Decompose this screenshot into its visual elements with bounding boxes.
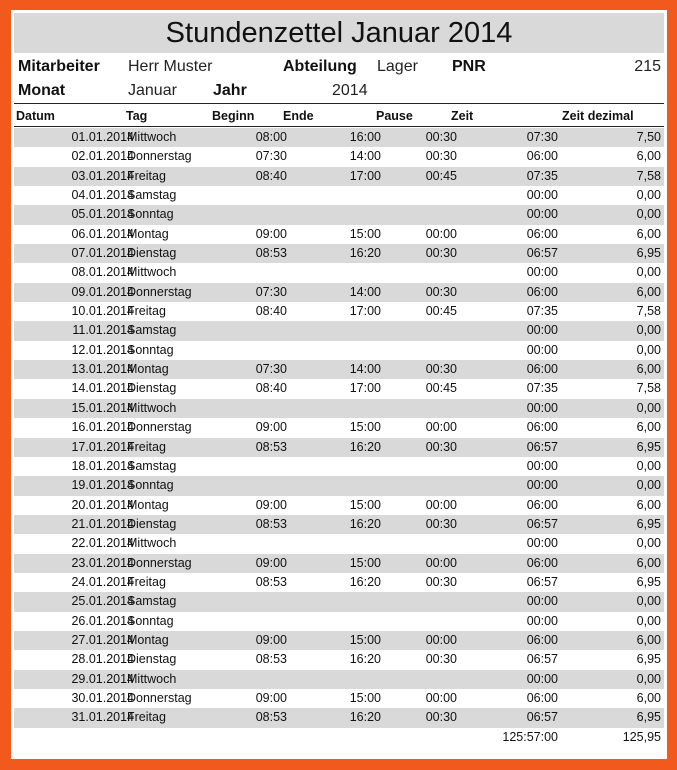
table-row [14, 399, 664, 418]
cell-tag: Samstag [127, 188, 177, 203]
cell-zeit-dezimal: 6,95 [636, 710, 661, 725]
cell-pause: 00:30 [425, 149, 457, 164]
cell-datum: 06.01.2014 [71, 226, 134, 241]
cell-ende: 16:20 [349, 516, 381, 531]
cell-ende: 15:00 [349, 632, 381, 647]
table-row [14, 167, 664, 186]
cell-zeit: 00:00 [526, 188, 558, 203]
cell-tag: Montag [127, 362, 169, 377]
cell-tag: Freitag [127, 439, 166, 454]
cell-ende: 16:20 [349, 246, 381, 261]
table-row [14, 186, 664, 205]
cell-tag: Dienstag [127, 516, 177, 531]
cell-ende: 16:00 [349, 130, 381, 144]
cell-beginn: 09:00 [255, 690, 287, 705]
cell-datum: 15.01.2014 [71, 400, 134, 415]
cell-tag: Donnerstag [127, 555, 192, 570]
cell-pause: 00:30 [425, 130, 457, 144]
cell-pause: 00:30 [425, 574, 457, 589]
cell-pause: 00:45 [425, 168, 457, 183]
cell-zeit: 06:57 [526, 710, 558, 725]
cell-zeit: 06:00 [526, 149, 558, 164]
cell-zeit-dezimal: 0,00 [636, 400, 661, 415]
cell-pause: 00:30 [425, 246, 457, 261]
table-row [14, 244, 664, 263]
cell-zeit-dezimal: 6,95 [636, 246, 661, 261]
cell-zeit: 06:57 [526, 516, 558, 531]
cell-tag: Montag [127, 226, 169, 241]
cell-zeit: 06:00 [526, 632, 558, 647]
table-row [14, 534, 664, 553]
cell-ende: 17:00 [349, 304, 381, 319]
cell-datum: 23.01.2014 [71, 555, 134, 570]
cell-zeit: 00:00 [526, 323, 558, 338]
table-row [14, 515, 664, 534]
cell-beginn: 09:00 [255, 226, 287, 241]
cell-zeit: 07:35 [526, 304, 558, 319]
table-row [14, 612, 664, 631]
cell-ende: 15:00 [349, 226, 381, 241]
cell-zeit: 06:57 [526, 439, 558, 454]
table-row [14, 650, 664, 669]
cell-datum: 24.01.2014 [71, 574, 134, 589]
cell-datum: 27.01.2014 [71, 632, 134, 647]
table-row [14, 418, 664, 437]
cell-zeit-dezimal: 0,00 [636, 342, 661, 357]
cell-zeit-dezimal: 0,00 [636, 671, 661, 686]
cell-beginn: 07:30 [255, 362, 287, 377]
cell-datum: 17.01.2014 [71, 439, 134, 454]
table-row [14, 302, 664, 321]
cell-beginn: 08:53 [255, 652, 287, 667]
cell-zeit: 07:35 [526, 381, 558, 396]
cell-beginn: 08:40 [255, 168, 287, 183]
cell-ende: 14:00 [349, 284, 381, 299]
cell-beginn: 09:00 [255, 555, 287, 570]
table-row [14, 592, 664, 611]
cell-datum: 01.01.2014 [71, 130, 134, 144]
cell-beginn: 09:00 [255, 497, 287, 512]
table-row [14, 554, 664, 573]
cell-zeit-dezimal: 0,00 [636, 188, 661, 203]
cell-datum: 28.01.2014 [71, 652, 134, 667]
cell-zeit-dezimal: 6,00 [636, 284, 661, 299]
cell-zeit-dezimal: 0,00 [636, 265, 661, 280]
table-row [14, 128, 664, 147]
col-header-beginn: Beginn [212, 109, 255, 123]
cell-zeit-dezimal: 7,50 [636, 130, 661, 144]
mitarbeiter-label: Mitarbeiter [18, 58, 100, 75]
cell-tag: Samstag [127, 594, 177, 609]
table-row [14, 496, 664, 515]
cell-datum: 30.01.2014 [71, 690, 134, 705]
cell-zeit: 00:00 [526, 671, 558, 686]
col-header-zeit-dezimal: Zeit dezimal [562, 109, 634, 123]
cell-datum: 11.01.2014 [72, 323, 134, 338]
cell-tag: Donnerstag [127, 420, 192, 435]
table-row [14, 263, 664, 282]
cell-zeit-dezimal: 0,00 [636, 478, 661, 493]
cell-tag: Sonntag [127, 613, 174, 628]
cell-tag: Sonntag [127, 207, 174, 222]
cell-pause: 00:30 [425, 362, 457, 377]
cell-zeit-dezimal: 6,95 [636, 516, 661, 531]
cell-zeit: 00:00 [526, 342, 558, 357]
pnr-value: 215 [634, 58, 661, 75]
cell-pause: 00:00 [425, 497, 457, 512]
cell-ende: 15:00 [349, 555, 381, 570]
cell-datum: 10.01.2014 [71, 304, 134, 319]
cell-zeit: 06:00 [526, 420, 558, 435]
cell-zeit-dezimal: 0,00 [636, 536, 661, 551]
cell-datum: 13.01.2014 [71, 362, 134, 377]
table-row [14, 379, 664, 398]
col-header-pause: Pause [376, 109, 413, 123]
cell-datum: 07.01.2014 [71, 246, 134, 261]
table-row [14, 283, 664, 302]
cell-ende: 15:00 [349, 497, 381, 512]
cell-tag: Mittwoch [127, 130, 177, 144]
monat-value: Januar [128, 82, 177, 99]
cell-tag: Freitag [127, 574, 166, 589]
cell-zeit-dezimal: 0,00 [636, 458, 661, 473]
cell-zeit-dezimal: 6,00 [636, 497, 661, 512]
cell-beginn: 08:53 [255, 439, 287, 454]
cell-zeit: 06:00 [526, 690, 558, 705]
cell-pause: 00:30 [425, 516, 457, 531]
cell-zeit: 06:57 [526, 574, 558, 589]
cell-zeit-dezimal: 6,00 [636, 226, 661, 241]
cell-zeit: 07:30 [526, 130, 558, 144]
cell-ende: 17:00 [349, 168, 381, 183]
cell-ende: 17:00 [349, 381, 381, 396]
table-row [14, 341, 664, 360]
table-row [14, 225, 664, 244]
cell-ende: 16:20 [349, 439, 381, 454]
cell-zeit-dezimal: 6,00 [636, 690, 661, 705]
cell-beginn: 07:30 [255, 284, 287, 299]
cell-zeit: 00:00 [526, 613, 558, 628]
cell-tag: Donnerstag [127, 149, 192, 164]
table-row [14, 476, 664, 495]
cell-beginn: 08:40 [255, 381, 287, 396]
cell-zeit-dezimal: 6,95 [636, 652, 661, 667]
cell-datum: 03.01.2014 [71, 168, 134, 183]
cell-zeit: 00:00 [526, 594, 558, 609]
table-row [14, 360, 664, 379]
cell-tag: Samstag [127, 458, 177, 473]
pnr-label: PNR [452, 58, 486, 75]
cell-zeit: 06:57 [526, 652, 558, 667]
table-row [14, 631, 664, 650]
cell-pause: 00:00 [425, 690, 457, 705]
cell-ende: 14:00 [349, 362, 381, 377]
cell-zeit-dezimal: 7,58 [636, 381, 661, 396]
cell-zeit: 06:00 [526, 284, 558, 299]
cell-pause: 00:00 [425, 226, 457, 241]
cell-datum: 29.01.2014 [71, 671, 134, 686]
cell-beginn: 07:30 [255, 149, 287, 164]
table-row [14, 147, 664, 166]
cell-zeit: 00:00 [526, 265, 558, 280]
cell-zeit-dezimal: 6,00 [636, 420, 661, 435]
abteilung-label: Abteilung [283, 58, 357, 75]
cell-zeit-dezimal: 6,00 [636, 632, 661, 647]
monat-label: Monat [18, 82, 66, 99]
cell-tag: Dienstag [127, 246, 177, 261]
cell-pause: 00:30 [425, 652, 457, 667]
cell-tag: Mittwoch [127, 265, 177, 280]
table-row [14, 670, 664, 689]
cell-ende: 14:00 [349, 149, 381, 164]
page-title: Stundenzettel Januar 2014 [14, 13, 664, 53]
col-header-tag: Tag [126, 109, 148, 123]
cell-datum: 09.01.2014 [71, 284, 134, 299]
cell-datum: 21.01.2014 [71, 516, 134, 531]
cell-datum: 31.01.2014 [71, 710, 134, 725]
cell-zeit: 00:00 [526, 478, 558, 493]
cell-zeit: 06:00 [526, 555, 558, 570]
cell-tag: Samstag [127, 323, 177, 338]
cell-zeit-dezimal: 6,00 [636, 555, 661, 570]
table-row [14, 205, 664, 224]
cell-tag: Donnerstag [127, 690, 192, 705]
cell-zeit-dezimal: 0,00 [636, 594, 661, 609]
cell-pause: 00:00 [425, 420, 457, 435]
cell-beginn: 08:53 [255, 516, 287, 531]
cell-zeit: 06:00 [526, 362, 558, 377]
abteilung-value: Lager [377, 58, 418, 75]
cell-beginn: 08:53 [255, 710, 287, 725]
col-header-datum: Datum [16, 109, 55, 123]
cell-beginn: 09:00 [255, 632, 287, 647]
cell-zeit-dezimal: 6,95 [636, 574, 661, 589]
jahr-label: Jahr [213, 82, 247, 99]
cell-zeit: 00:00 [526, 400, 558, 415]
cell-datum: 19.01.2014 [71, 478, 134, 493]
header-rule-top [14, 103, 664, 104]
cell-beginn: 08:00 [255, 130, 287, 144]
header-rule-bottom [14, 126, 664, 127]
cell-zeit-dezimal: 0,00 [636, 613, 661, 628]
cell-tag: Mittwoch [127, 536, 177, 551]
timesheet-rows [14, 128, 664, 728]
table-row [14, 689, 664, 708]
cell-tag: Montag [127, 632, 169, 647]
cell-zeit: 00:00 [526, 458, 558, 473]
cell-zeit: 06:57 [526, 246, 558, 261]
cell-ende: 16:20 [349, 710, 381, 725]
cell-zeit: 06:00 [526, 226, 558, 241]
cell-tag: Dienstag [127, 381, 177, 396]
cell-zeit-dezimal: 0,00 [636, 323, 661, 338]
col-header-ende: Ende [283, 109, 314, 123]
cell-beginn: 08:53 [255, 246, 287, 261]
cell-tag: Freitag [127, 168, 166, 183]
cell-zeit: 00:00 [526, 536, 558, 551]
cell-datum: 20.01.2014 [71, 497, 134, 512]
cell-ende: 15:00 [349, 420, 381, 435]
cell-zeit-dezimal: 7,58 [636, 304, 661, 319]
cell-pause: 00:30 [425, 284, 457, 299]
cell-zeit-dezimal: 6,00 [636, 149, 661, 164]
table-row [14, 457, 664, 476]
cell-beginn: 08:40 [255, 304, 287, 319]
cell-datum: 18.01.2014 [71, 458, 134, 473]
cell-tag: Freitag [127, 304, 166, 319]
cell-zeit-dezimal: 0,00 [636, 207, 661, 222]
cell-datum: 05.01.2014 [71, 207, 134, 222]
cell-pause: 00:00 [425, 555, 457, 570]
cell-zeit-dezimal: 6,95 [636, 439, 661, 454]
cell-ende: 15:00 [349, 690, 381, 705]
cell-pause: 00:30 [425, 439, 457, 454]
cell-beginn: 09:00 [255, 420, 287, 435]
cell-tag: Sonntag [127, 342, 174, 357]
cell-ende: 16:20 [349, 574, 381, 589]
table-row [14, 573, 664, 592]
cell-tag: Freitag [127, 710, 166, 725]
table-row [14, 321, 664, 340]
cell-zeit: 07:35 [526, 168, 558, 183]
col-header-zeit: Zeit [451, 109, 474, 123]
cell-datum: 02.01.2014 [71, 149, 134, 164]
cell-ende: 16:20 [349, 652, 381, 667]
cell-pause: 00:30 [425, 710, 457, 725]
cell-tag: Sonntag [127, 478, 174, 493]
cell-zeit-dezimal: 6,00 [636, 362, 661, 377]
cell-zeit: 06:00 [526, 497, 558, 512]
jahr-value: 2014 [332, 82, 368, 99]
table-row [14, 438, 664, 457]
total-zeit: 125:57:00 [502, 730, 558, 744]
cell-datum: 25.01.2014 [71, 594, 134, 609]
cell-datum: 26.01.2014 [71, 613, 134, 628]
cell-tag: Dienstag [127, 652, 177, 667]
cell-tag: Mittwoch [127, 671, 177, 686]
cell-datum: 16.01.2014 [71, 420, 134, 435]
cell-datum: 12.01.2014 [71, 342, 134, 357]
cell-zeit: 00:00 [526, 207, 558, 222]
table-row [14, 708, 664, 727]
cell-datum: 04.01.2014 [71, 188, 134, 203]
mitarbeiter-value: Herr Muster [128, 58, 213, 75]
cell-tag: Donnerstag [127, 284, 192, 299]
cell-pause: 00:45 [425, 304, 457, 319]
cell-datum: 08.01.2014 [71, 265, 134, 280]
cell-tag: Mittwoch [127, 400, 177, 415]
total-zeit-dezimal: 125,95 [622, 730, 661, 744]
cell-datum: 14.01.2014 [71, 381, 134, 396]
cell-pause: 00:45 [425, 381, 457, 396]
cell-zeit-dezimal: 7,58 [636, 168, 661, 183]
timesheet [11, 10, 667, 759]
cell-pause: 00:00 [425, 632, 457, 647]
cell-datum: 22.01.2014 [71, 536, 134, 551]
cell-beginn: 08:53 [255, 574, 287, 589]
cell-tag: Montag [127, 497, 169, 512]
